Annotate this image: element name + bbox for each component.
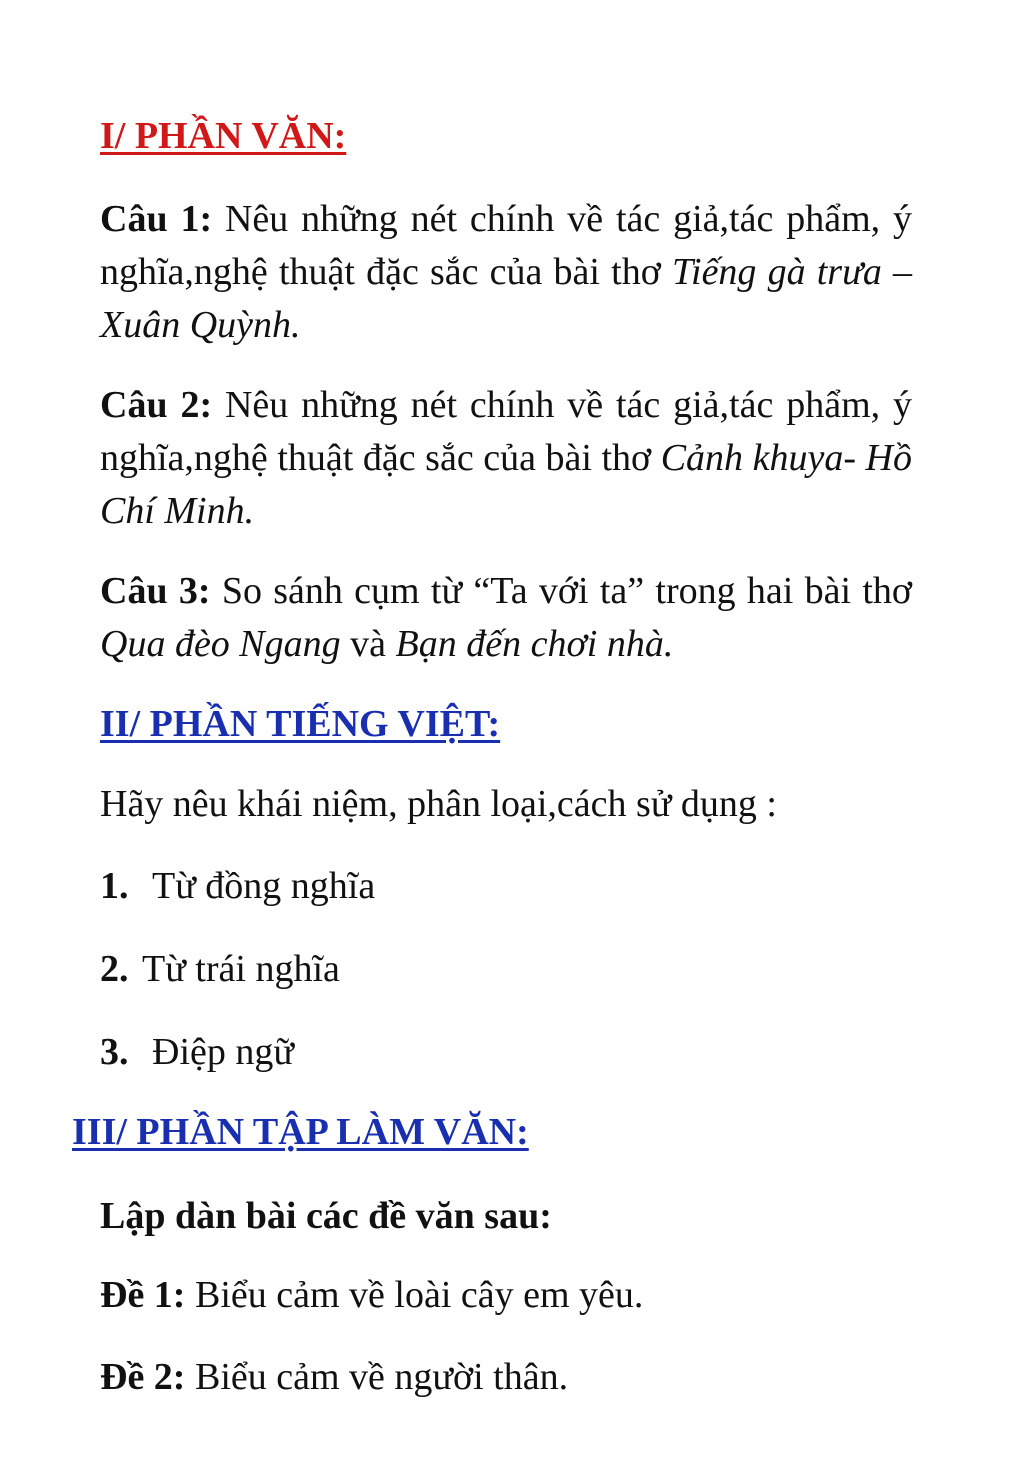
essay-topic-1-text: Biểu cảm về loài cây em yêu. (185, 1274, 644, 1316)
section-2-intro: Hãy nêu khái niệm, phân loại,cách sử dụng : (100, 783, 777, 825)
list-item (100, 862, 375, 910)
list-item-number: 1. (100, 865, 129, 907)
list-item-number: 2. (100, 948, 129, 990)
list-item (100, 1028, 294, 1076)
question-1 (100, 193, 912, 352)
question-2-text: Nêu những nét chính về tác giả,tác phẩm, ý nghĩa,nghệ thuật đặc sắc của bài thơ (100, 384, 913, 479)
list-item-text: Điệp ngữ (152, 1031, 294, 1073)
question-1-work-title: Tiếng gà trưa –Xuân Quỳnh. (100, 251, 912, 346)
essay-topic-2-label: Đề 2: (100, 1356, 186, 1398)
question-1-text: Nêu những nét chính về tác giả,tác phẩm, ý nghĩa,nghệ thuật đặc sắc của bài thơ (100, 198, 913, 293)
question-3 (100, 565, 912, 671)
question-3-conjunction: và (340, 623, 396, 665)
section-3-title: Lập dàn bài các đề văn sau: (100, 1195, 552, 1237)
section-2-heading: II/ PHẦN TIẾNG VIỆT: (100, 703, 501, 745)
essay-topic-2-text: Biểu cảm về người thân. (185, 1356, 569, 1398)
section-1-heading: I/ PHẦN VĂN: (100, 115, 347, 157)
list-item (100, 945, 340, 993)
essay-topic-1 (100, 1271, 643, 1319)
section-3-heading: III/ PHẦN TẬP LÀM VĂN: (72, 1111, 529, 1153)
question-3-work-title-2: Bạn đến chơi nhà. (395, 623, 674, 665)
question-2 (100, 379, 912, 538)
question-3-work-title-1: Qua đèo Ngang (100, 623, 341, 665)
question-2-label: Câu 2: (100, 384, 213, 426)
list-item-number: 3. (100, 1031, 129, 1073)
list-item-text: Từ đồng nghĩa (152, 865, 376, 907)
list-item-text: Từ trái nghĩa (142, 948, 340, 990)
question-3-label: Câu 3: (100, 570, 211, 612)
question-2-work-title: Cảnh khuya- Hồ Chí Minh. (100, 437, 912, 532)
essay-topic-1-label: Đề 1: (100, 1274, 186, 1316)
question-1-label: Câu 1: (100, 198, 213, 240)
question-3-text: So sánh cụm từ “Ta với ta” trong hai bài thơ (210, 570, 913, 612)
essay-topic-2 (100, 1353, 568, 1401)
